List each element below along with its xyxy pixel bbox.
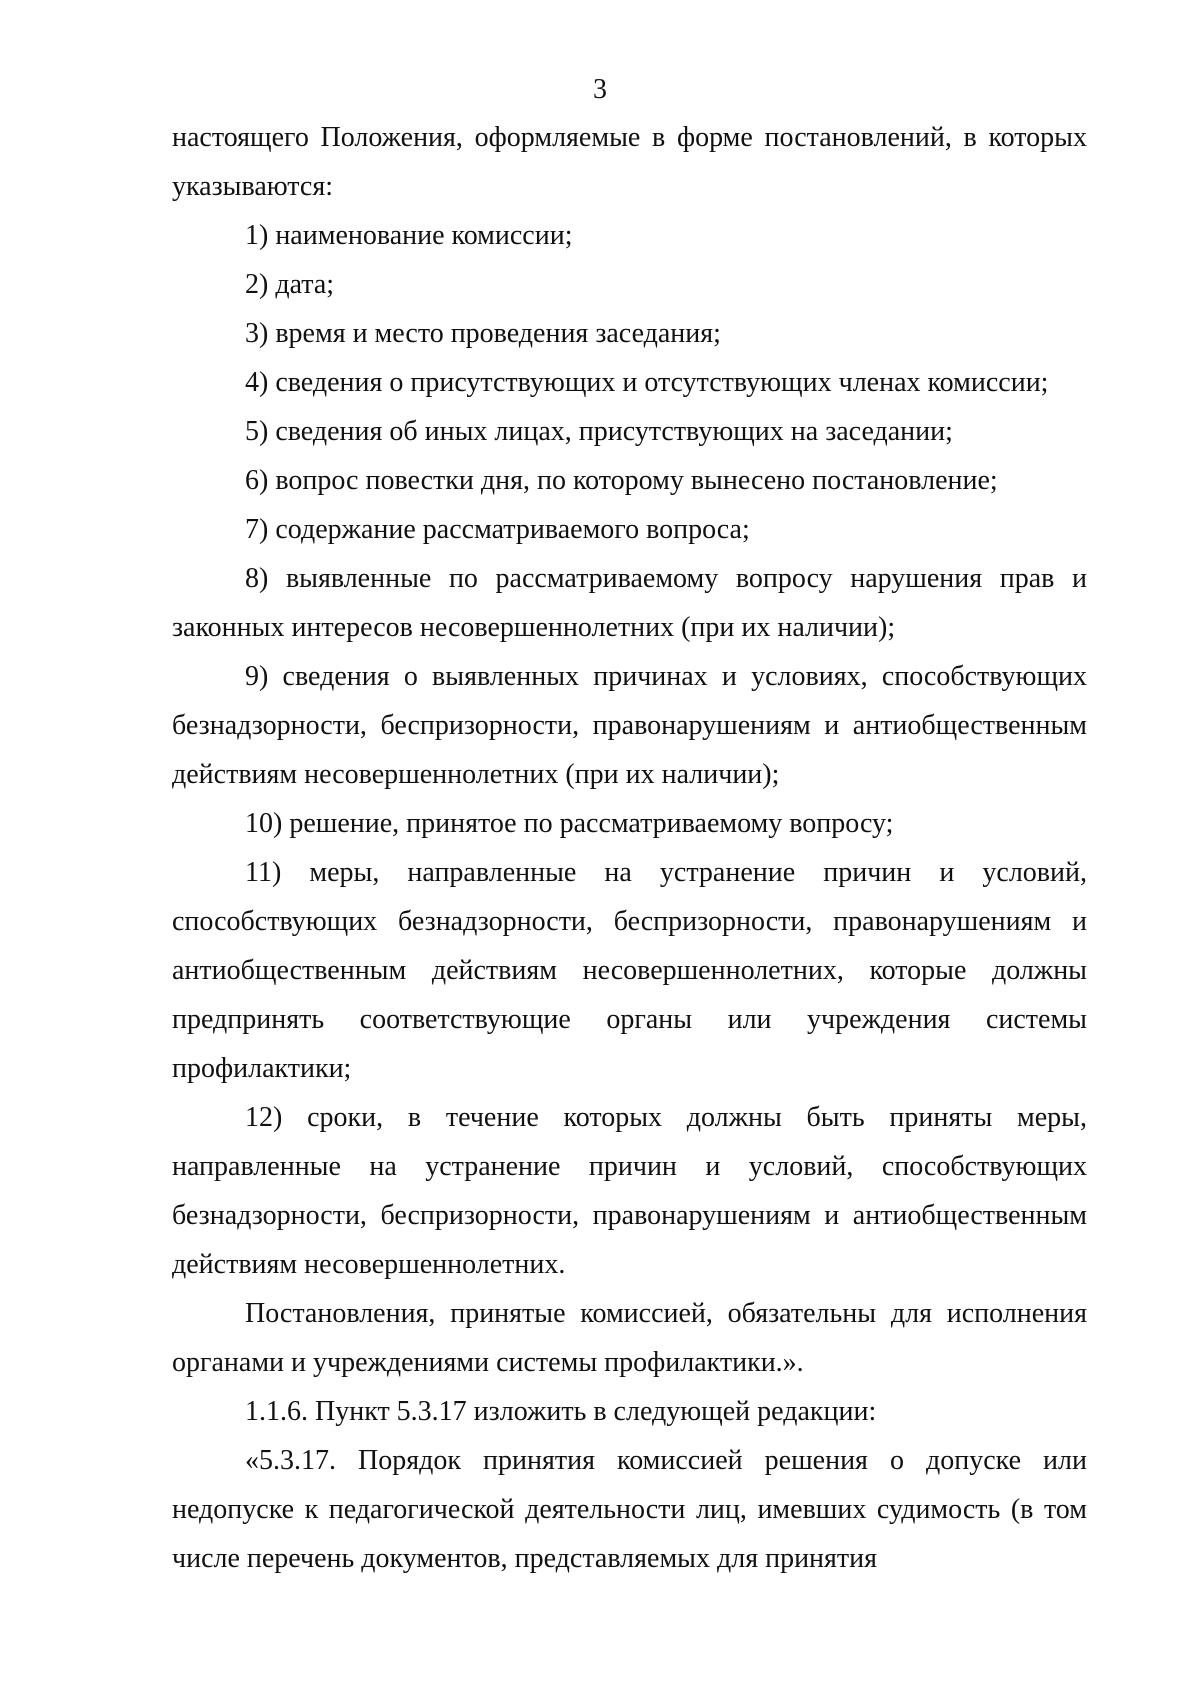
page-number: 3 bbox=[593, 74, 607, 105]
list-item: 5) сведения об иных лицах, присутствующих на заседании; bbox=[245, 416, 953, 447]
document-body bbox=[172, 113, 1087, 1583]
list-item: 12) сроки, в течение которых должны быть приняты меры, направленные на устранение причин и условий, способствующих безнадзорности, беспризорности, правонарушениям и антиобщественным действиям несовершеннолетних. bbox=[172, 1102, 1087, 1280]
list-item: 3) время и место проведения заседания; bbox=[245, 318, 721, 349]
list-item: 9) сведения о выявленных причинах и условиях, способствующих безнадзорности, беспризорности, правонарушениям и антиобщественным действиям несовершеннолетних (при их наличии); bbox=[172, 661, 1087, 790]
paragraph: настоящего Положения, оформляемые в форме постановлений, в которых указываются: bbox=[172, 122, 1087, 202]
paragraph: Постановления, принятые комиссией, обязательны для исполнения органами и учреждениями системы профилактики.». bbox=[172, 1298, 1087, 1378]
list-item: 4) сведения о присутствующих и отсутствующих членах комиссии; bbox=[245, 367, 1049, 398]
list-item: 1) наименование комиссии; bbox=[245, 220, 573, 251]
paragraph: «5.3.17. Порядок принятия комиссией решения о допуске или недопуске к педагогической деятельности лиц, имевших судимость (в том числе перечень документов, представляемых для принятия bbox=[172, 1445, 1087, 1574]
list-item: 10) решение, принятое по рассматриваемому вопросу; bbox=[245, 808, 894, 839]
list-item: 11) меры, направленные на устранение причин и условий, способствующих безнадзорности, беспризорности, правонарушениям и антиобщественным действиям несовершеннолетних, которые должны предпринять соответствующие органы или учреждения системы профилактики; bbox=[172, 857, 1087, 1084]
list-item: 6) вопрос повестки дня, по которому вынесено постановление; bbox=[245, 465, 998, 496]
list-item: 7) содержание рассматриваемого вопроса; bbox=[245, 514, 750, 545]
paragraph: 1.1.6. Пункт 5.3.17 изложить в следующей редакции: bbox=[245, 1396, 877, 1427]
list-item: 8) выявленные по рассматриваемому вопросу нарушения прав и законных интересов несовершеннолетних (при их наличии); bbox=[172, 563, 1087, 643]
list-item: 2) дата; bbox=[245, 269, 335, 300]
